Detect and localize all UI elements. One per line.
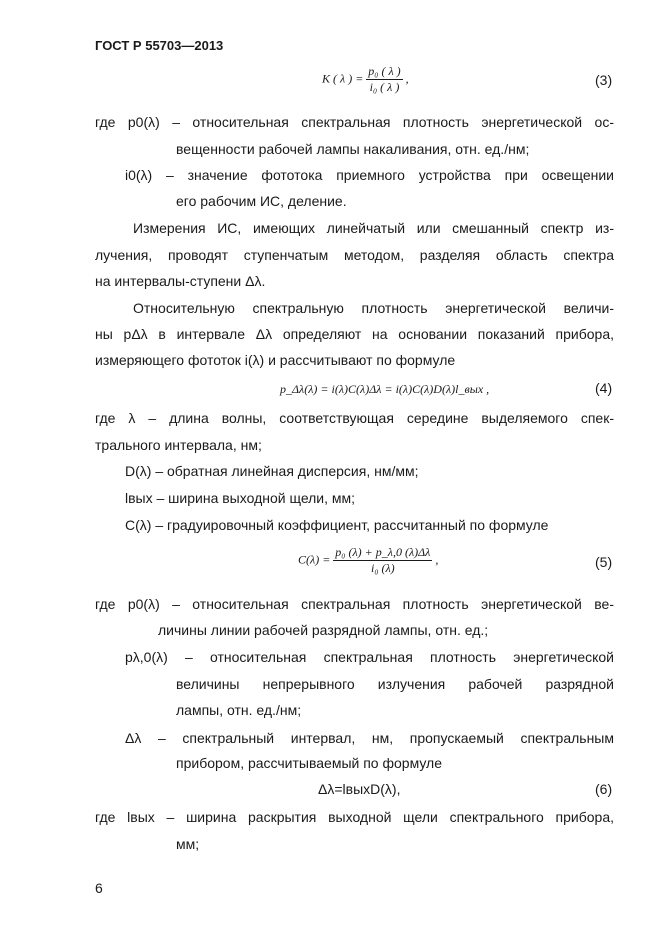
page-number: 6 [95,880,103,896]
text-line-1: где p0(λ) – относительная спектральная плотность энергетической ос- [95,114,614,130]
text-line-21: Δλ – спектральный интервал, нм, пропускаемый спектральным [125,730,614,746]
formula-3-denominator: i₀ ( λ ) [369,80,400,94]
text-line-24: мм; [176,836,200,852]
text-line-17: личины линии рабочей разрядной лампы, отн. ед.; [158,622,489,638]
formula-5-lhs: C(λ) = [298,552,331,567]
text-line-13: D(λ) – обратная линейная дисперсия, нм/мм; [125,463,419,479]
text-line-12: трального интервала, нм; [95,437,262,453]
text-line-6: лучения, проводят ступенчатым методом, разделяя область спектра [95,247,614,263]
formula-5-fraction [333,545,432,576]
text-line-4: его рабочим ИС, деление. [176,193,347,209]
text-line-2: вещенности рабочей лампы накаливания, отн. ед./нм; [176,141,530,157]
formula-5-numerator: p₀ (λ) + p_λ,0 (λ)Δλ [335,545,431,559]
text-line-11: где λ – длина волны, соответствующая середине выделяемого спек- [95,410,614,426]
text-line-8: Относительную спектральную плотность энергетической величи- [133,300,614,316]
text-line-14: lвых – ширина выходной щели, мм; [125,490,356,506]
formula-3-fraction [366,64,402,95]
formula-5 [298,545,438,576]
text-line-22: прибором, рассчитываемый по формуле [176,755,442,771]
formula-4: p_Δλ(λ) = i(λ)C(λ)Δλ = i(λ)C(λ)D(λ)l_вых , [280,382,490,396]
document-header: ГОСТ Р 55703—2013 [95,38,224,53]
text-line-15: C(λ) – градуировочный коэффициент, рассчитанный по формуле [125,517,549,533]
formula-4-number: (4) [595,380,613,396]
text-line-18: pλ,0(λ) – относительная спектральная плотность энергетической [125,649,614,665]
formula-3-tail: , [405,71,409,86]
formula-6-number: (6) [595,781,613,797]
text-line-9: ны pΔλ в интервале Δλ определяют на основании показаний прибора, [95,326,614,342]
text-line-7: на интервалы-ступени Δλ. [95,273,266,289]
formula-5-denominator: i₀ (λ) [370,561,395,575]
text-line-10: измеряющего фототок i(λ) и рассчитывают по формуле [95,352,456,368]
formula-3-numerator: p₀ ( λ ) [368,64,401,78]
formula-3 [322,64,409,95]
text-line-3: i0(λ) – значение фототока приемного устройства при освещении [125,167,614,183]
text-line-23: где lвых – ширина раскрытия выходной щели спектрального прибора, [95,809,614,825]
formula-5-number: (5) [595,554,613,570]
text-line-20: лампы, отн. ед./нм; [176,702,302,718]
formula-6: Δλ=lвыхD(λ), [318,781,401,797]
formula-3-number: (3) [595,72,613,88]
text-line-19: величины непрерывного излучения рабочей разрядной [176,676,614,692]
formula-5-tail: , [435,552,439,567]
text-line-5: Измерения ИС, имеющих линейчатый или смешанный спектр из- [133,220,614,236]
formula-3-lhs: K ( λ ) = [322,71,364,86]
text-line-16: где p0(λ) – относительная спектральная плотность энергетической ве- [95,596,614,612]
